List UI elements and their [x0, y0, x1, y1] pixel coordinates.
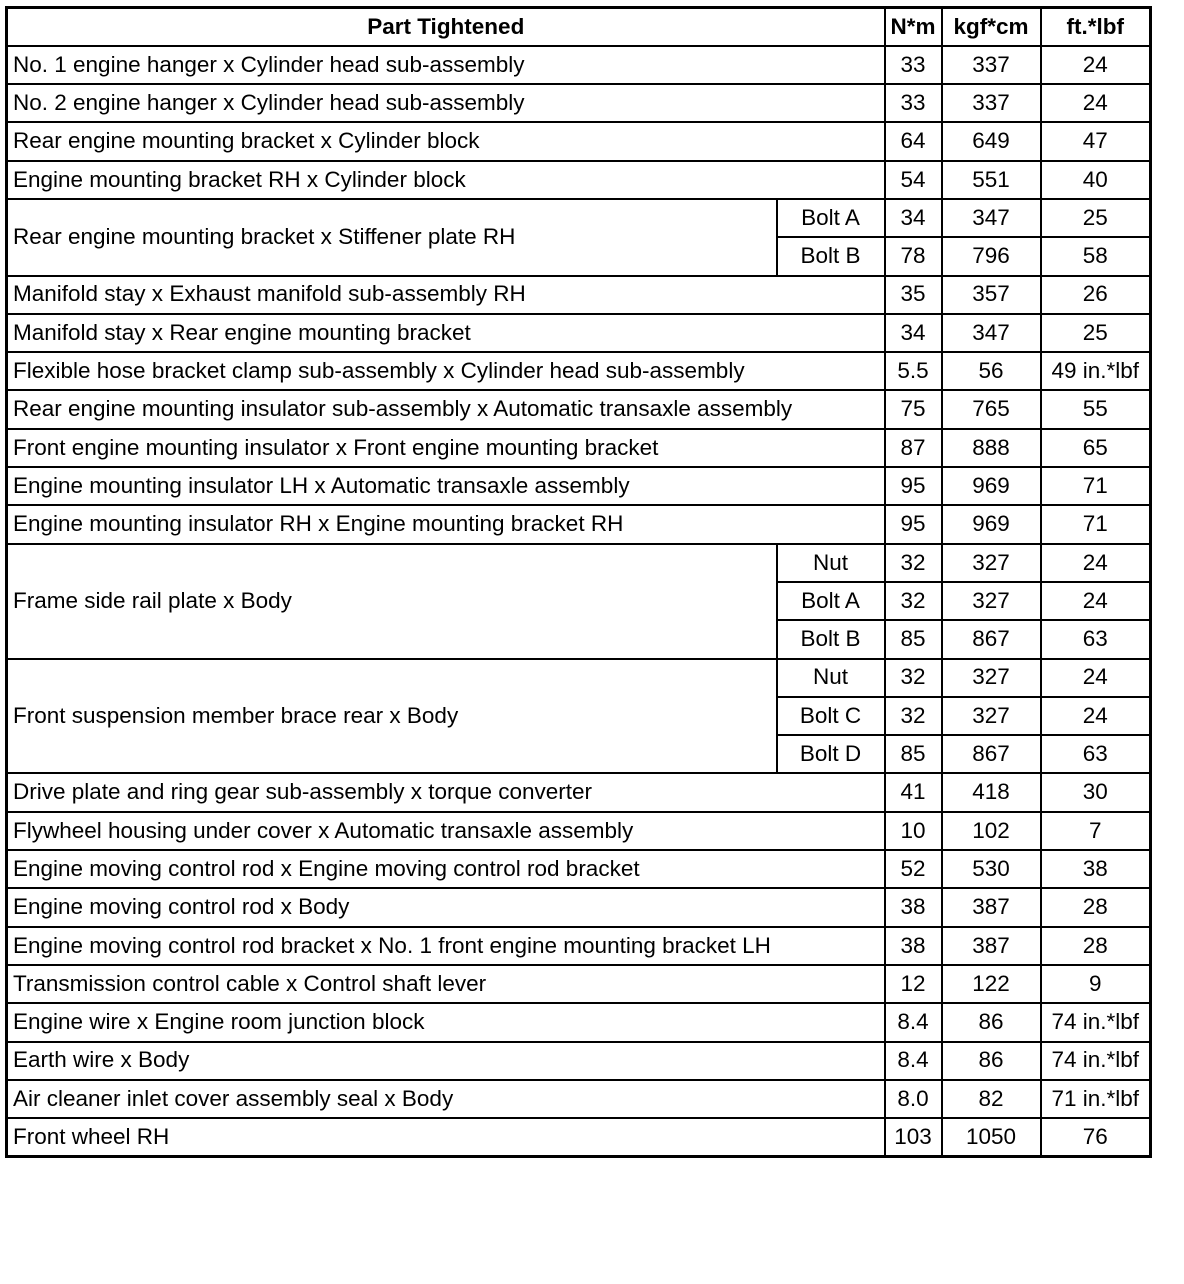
torque-kgf-cm: 86 [942, 1042, 1041, 1080]
torque-specification-table [5, 6, 1152, 1158]
part-name: Engine mounting bracket RH x Cylinder block [7, 161, 885, 199]
torque-ft-lbf: 24 [1041, 84, 1151, 122]
part-name: Flywheel housing under cover x Automatic transaxle assembly [7, 812, 885, 850]
torque-ft-lbf: 63 [1041, 735, 1151, 773]
torque-nm: 32 [885, 659, 942, 697]
torque-nm: 85 [885, 735, 942, 773]
torque-kgf-cm: 387 [942, 888, 1041, 926]
torque-nm: 34 [885, 314, 942, 352]
torque-kgf-cm: 357 [942, 276, 1041, 314]
torque-kgf-cm: 82 [942, 1080, 1041, 1118]
table-row [7, 429, 1151, 467]
torque-kgf-cm: 327 [942, 544, 1041, 582]
torque-kgf-cm: 102 [942, 812, 1041, 850]
torque-kgf-cm: 888 [942, 429, 1041, 467]
part-name: Air cleaner inlet cover assembly seal x Body [7, 1080, 885, 1118]
table-row [7, 888, 1151, 926]
torque-nm: 8.4 [885, 1003, 942, 1041]
part-name: Rear engine mounting bracket x Cylinder block [7, 122, 885, 160]
fastener-label: Bolt C [777, 697, 885, 735]
torque-nm: 64 [885, 122, 942, 160]
part-name: Frame side rail plate x Body [7, 544, 777, 659]
part-name: Engine moving control rod x Engine moving control rod bracket [7, 850, 885, 888]
torque-ft-lbf: 24 [1041, 659, 1151, 697]
torque-nm: 5.5 [885, 352, 942, 390]
torque-kgf-cm: 337 [942, 46, 1041, 84]
torque-nm: 32 [885, 582, 942, 620]
table-body [7, 46, 1151, 1157]
table-row [7, 276, 1151, 314]
part-name: Front engine mounting insulator x Front engine mounting bracket [7, 429, 885, 467]
torque-kgf-cm: 1050 [942, 1118, 1041, 1156]
torque-kgf-cm: 86 [942, 1003, 1041, 1041]
fastener-label: Nut [777, 659, 885, 697]
torque-nm: 8.4 [885, 1042, 942, 1080]
fastener-label: Bolt B [777, 237, 885, 275]
torque-kgf-cm: 327 [942, 582, 1041, 620]
part-name: Rear engine mounting bracket x Stiffener plate RH [7, 199, 777, 276]
torque-ft-lbf: 7 [1041, 812, 1151, 850]
torque-ft-lbf: 9 [1041, 965, 1151, 1003]
torque-nm: 38 [885, 927, 942, 965]
torque-ft-lbf: 24 [1041, 697, 1151, 735]
table-row [7, 352, 1151, 390]
torque-ft-lbf: 71 [1041, 467, 1151, 505]
table-row [7, 965, 1151, 1003]
torque-kgf-cm: 347 [942, 314, 1041, 352]
torque-kgf-cm: 327 [942, 697, 1041, 735]
table-row [7, 161, 1151, 199]
torque-nm: 8.0 [885, 1080, 942, 1118]
torque-kgf-cm: 969 [942, 467, 1041, 505]
torque-ft-lbf: 71 in.*lbf [1041, 1080, 1151, 1118]
torque-nm: 38 [885, 888, 942, 926]
table-row [7, 1003, 1151, 1041]
torque-ft-lbf: 74 in.*lbf [1041, 1042, 1151, 1080]
fastener-label: Bolt A [777, 199, 885, 237]
torque-ft-lbf: 26 [1041, 276, 1151, 314]
table-row [7, 1042, 1151, 1080]
table-row [7, 467, 1151, 505]
torque-kgf-cm: 649 [942, 122, 1041, 160]
torque-kgf-cm: 867 [942, 620, 1041, 658]
header-ft-lbf: ft.*lbf [1041, 8, 1151, 46]
torque-ft-lbf: 24 [1041, 582, 1151, 620]
torque-nm: 103 [885, 1118, 942, 1156]
torque-kgf-cm: 122 [942, 965, 1041, 1003]
torque-ft-lbf: 30 [1041, 773, 1151, 811]
torque-kgf-cm: 387 [942, 927, 1041, 965]
part-name: Flexible hose bracket clamp sub-assembly x Cylinder head sub-assembly [7, 352, 885, 390]
table-row [7, 659, 1151, 697]
torque-kgf-cm: 347 [942, 199, 1041, 237]
part-name: Engine moving control rod bracket x No. 1 front engine mounting bracket LH [7, 927, 885, 965]
torque-nm: 54 [885, 161, 942, 199]
table-row [7, 812, 1151, 850]
torque-nm: 10 [885, 812, 942, 850]
torque-kgf-cm: 796 [942, 237, 1041, 275]
torque-ft-lbf: 24 [1041, 544, 1151, 582]
torque-kgf-cm: 765 [942, 390, 1041, 428]
torque-ft-lbf: 55 [1041, 390, 1151, 428]
torque-kgf-cm: 530 [942, 850, 1041, 888]
torque-nm: 35 [885, 276, 942, 314]
torque-nm: 87 [885, 429, 942, 467]
part-name: Earth wire x Body [7, 1042, 885, 1080]
torque-ft-lbf: 38 [1041, 850, 1151, 888]
torque-ft-lbf: 28 [1041, 888, 1151, 926]
torque-kgf-cm: 56 [942, 352, 1041, 390]
header-nm: N*m [885, 8, 942, 46]
table-row [7, 199, 1151, 237]
part-name: Manifold stay x Exhaust manifold sub-assembly RH [7, 276, 885, 314]
torque-nm: 33 [885, 46, 942, 84]
table-row [7, 390, 1151, 428]
header-part-tightened: Part Tightened [7, 8, 885, 46]
part-name: Transmission control cable x Control shaft lever [7, 965, 885, 1003]
torque-nm: 95 [885, 467, 942, 505]
torque-ft-lbf: 74 in.*lbf [1041, 1003, 1151, 1041]
table-row [7, 122, 1151, 160]
fastener-label: Nut [777, 544, 885, 582]
torque-ft-lbf: 24 [1041, 46, 1151, 84]
part-name: No. 1 engine hanger x Cylinder head sub-assembly [7, 46, 885, 84]
torque-nm: 32 [885, 544, 942, 582]
torque-nm: 33 [885, 84, 942, 122]
fastener-label: Bolt B [777, 620, 885, 658]
part-name: No. 2 engine hanger x Cylinder head sub-assembly [7, 84, 885, 122]
table-row [7, 314, 1151, 352]
torque-ft-lbf: 28 [1041, 927, 1151, 965]
torque-nm: 75 [885, 390, 942, 428]
torque-nm: 34 [885, 199, 942, 237]
part-name: Engine wire x Engine room junction block [7, 1003, 885, 1041]
torque-nm: 95 [885, 505, 942, 543]
table-row [7, 46, 1151, 84]
table-row [7, 850, 1151, 888]
torque-nm: 32 [885, 697, 942, 735]
part-name: Engine mounting insulator LH x Automatic transaxle assembly [7, 467, 885, 505]
torque-ft-lbf: 63 [1041, 620, 1151, 658]
torque-kgf-cm: 327 [942, 659, 1041, 697]
torque-kgf-cm: 337 [942, 84, 1041, 122]
torque-kgf-cm: 969 [942, 505, 1041, 543]
torque-ft-lbf: 47 [1041, 122, 1151, 160]
table-row [7, 1080, 1151, 1118]
torque-nm: 78 [885, 237, 942, 275]
header-kgf-cm: kgf*cm [942, 8, 1041, 46]
torque-ft-lbf: 25 [1041, 199, 1151, 237]
part-name: Engine moving control rod x Body [7, 888, 885, 926]
part-name: Rear engine mounting insulator sub-assembly x Automatic transaxle assembly [7, 390, 885, 428]
torque-kgf-cm: 418 [942, 773, 1041, 811]
table-row [7, 1118, 1151, 1156]
torque-nm: 12 [885, 965, 942, 1003]
table-row [7, 773, 1151, 811]
fastener-label: Bolt D [777, 735, 885, 773]
torque-ft-lbf: 71 [1041, 505, 1151, 543]
torque-kgf-cm: 551 [942, 161, 1041, 199]
part-name: Engine mounting insulator RH x Engine mounting bracket RH [7, 505, 885, 543]
part-name: Drive plate and ring gear sub-assembly x torque converter [7, 773, 885, 811]
torque-ft-lbf: 58 [1041, 237, 1151, 275]
torque-nm: 85 [885, 620, 942, 658]
fastener-label: Bolt A [777, 582, 885, 620]
table-row [7, 84, 1151, 122]
torque-ft-lbf: 65 [1041, 429, 1151, 467]
header-row [7, 8, 1151, 46]
torque-ft-lbf: 76 [1041, 1118, 1151, 1156]
part-name: Manifold stay x Rear engine mounting bracket [7, 314, 885, 352]
part-name: Front suspension member brace rear x Body [7, 659, 777, 774]
torque-kgf-cm: 867 [942, 735, 1041, 773]
table-row [7, 927, 1151, 965]
torque-ft-lbf: 40 [1041, 161, 1151, 199]
torque-ft-lbf: 25 [1041, 314, 1151, 352]
torque-nm: 41 [885, 773, 942, 811]
torque-ft-lbf: 49 in.*lbf [1041, 352, 1151, 390]
table-row [7, 544, 1151, 582]
torque-nm: 52 [885, 850, 942, 888]
part-name: Front wheel RH [7, 1118, 885, 1156]
table-row [7, 505, 1151, 543]
